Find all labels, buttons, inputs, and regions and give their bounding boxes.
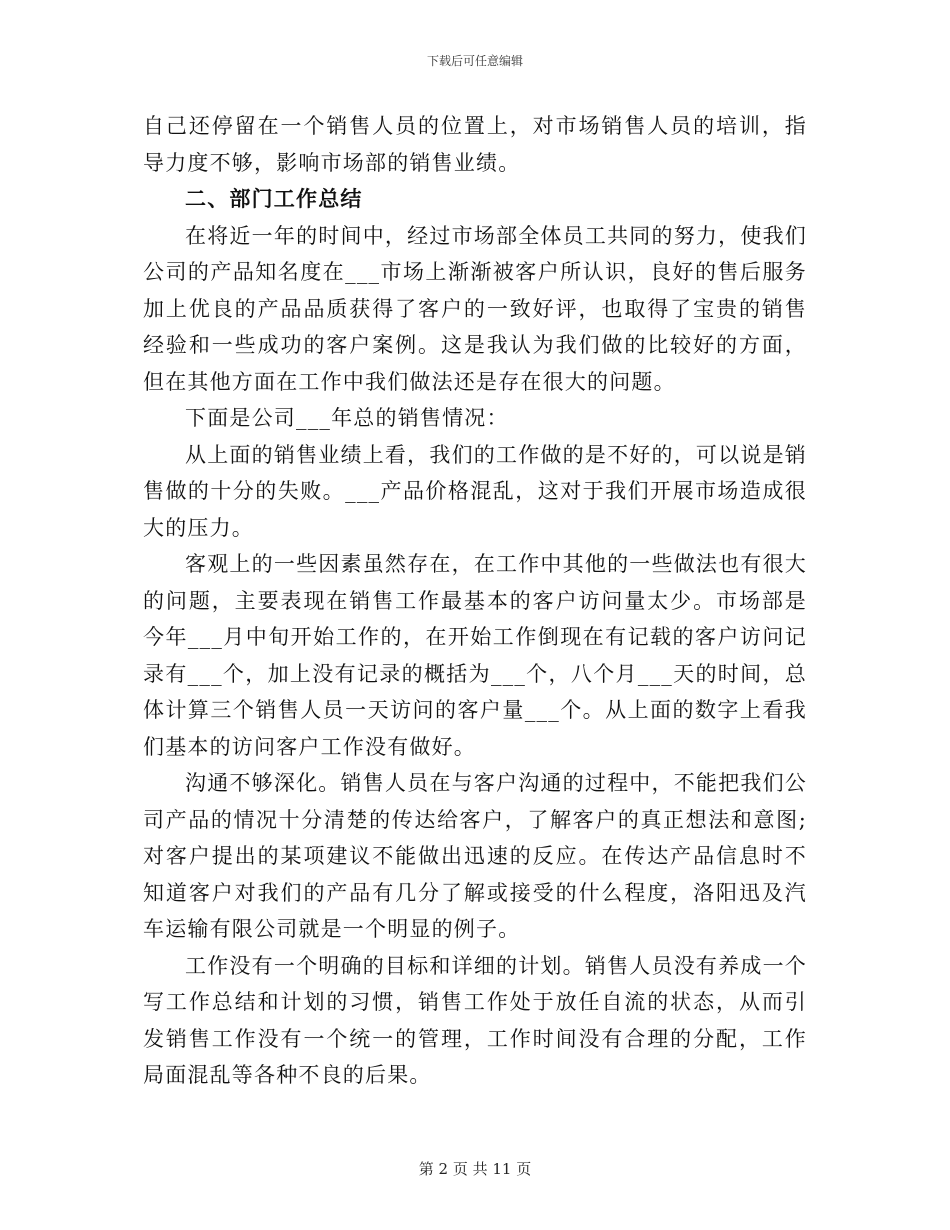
page-footer: 第 2 页 共 11 页 bbox=[418, 1160, 532, 1178]
paragraph: 下面是公司___年总的销售情况： bbox=[185, 406, 509, 430]
page-header: 下载后可任意编辑 bbox=[426, 54, 523, 68]
document-body bbox=[143, 108, 807, 1094]
paragraph: 沟通不够深化。销售人员在与客户沟通的过程中，不能把我们公司产品的情况十分清楚的传达给客户，了解客户的真正想法和意图;对客户提出的某项建议不能做出迅速的反应。在传达产品信息时不知道客户对我们的产品有几分了解或接受的什么程度，洛阳迅及汽车运输有限公司就是一个明显的例子。 bbox=[143, 771, 807, 941]
paragraph: 从上面的销售业绩上看，我们的工作做的是不好的，可以说是销售做的十分的失败。___产品价格混乱，这对于我们开展市场造成很大的压力。 bbox=[143, 442, 807, 540]
paragraph: 在将近一年的时间中，经过市场部全体员工共同的努力，使我们公司的产品知名度在___市场上渐渐被客户所认识，良好的售后服务加上优良的产品品质获得了客户的一致好评，也取得了宝贵的销售经验和一些成功的客户案例。这是我认为我们做的比较好的方面，但在其他方面在工作中我们做法还是存在很大的问题。 bbox=[143, 223, 807, 394]
paragraph: 工作没有一个明确的目标和详细的计划。销售人员没有养成一个写工作总结和计划的习惯，销售工作处于放任自流的状态，从而引发销售工作没有一个统一的管理，工作时间没有合理的分配，工作局面混乱等各种不良的后果。 bbox=[143, 953, 807, 1087]
paragraph: 客观上的一些因素虽然存在，在工作中其他的一些做法也有很大的问题，主要表现在销售工作最基本的客户访问量太少。市场部是今年___月中旬开始工作的，在开始工作倒现在有记载的客户访问记录有___个，加上没有记录的概括为___个，八个月___天的时间，总体计算三个销售人员一天访问的客户量___个。从上面的数字上看我们基本的访问客户工作没有做好。 bbox=[143, 552, 807, 759]
section-heading: 二、部门工作总结 bbox=[185, 187, 363, 211]
paragraph-continuation: 自己还停留在一个销售人员的位置上，对市场销售人员的培训，指导力度不够，影响市场部的销售业绩。 bbox=[143, 114, 807, 175]
